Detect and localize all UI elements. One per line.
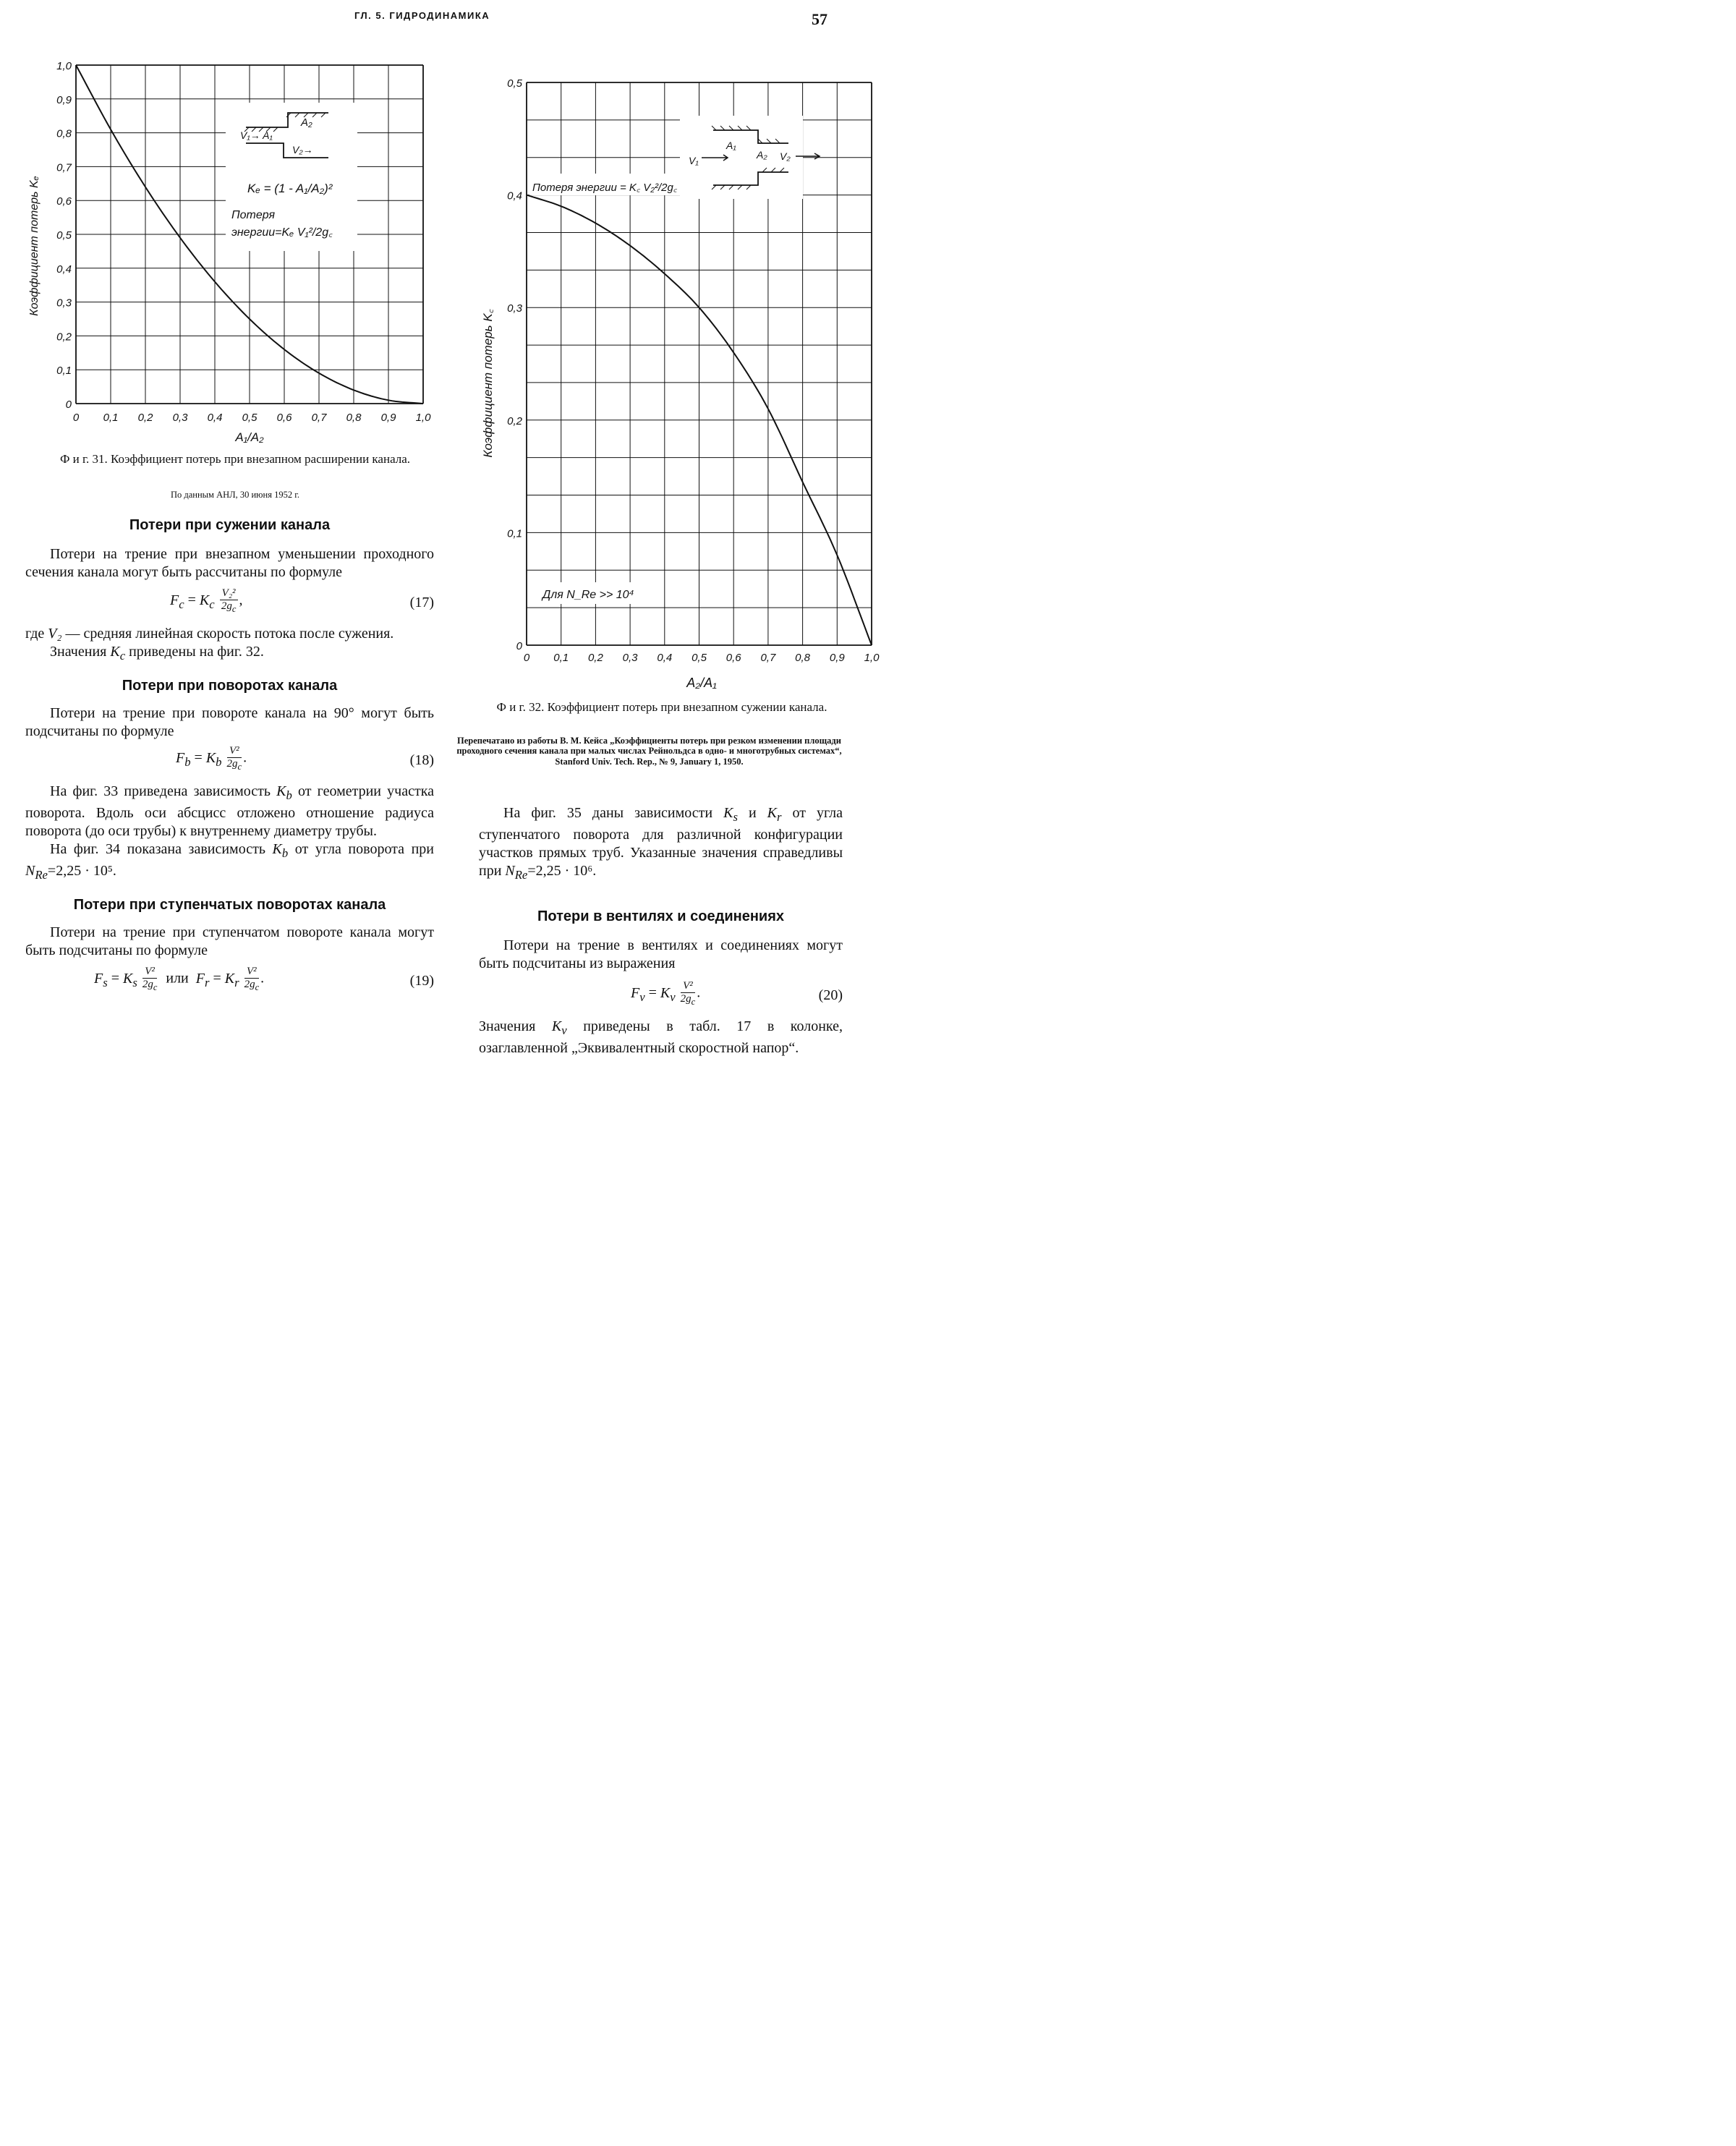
p2a: где [25, 626, 45, 642]
x-tick-label: 0,3 [172, 412, 188, 424]
heading-bends: Потери при поворотах канала [122, 678, 338, 694]
p6b: от угла поворота при [294, 841, 435, 857]
running-title: ГЛ. 5. ГИДРОДИНАМИКА [354, 10, 490, 21]
page-number: 57 [812, 10, 827, 28]
para-fig34: На фиг. 34 показана зависимость $K_b$ от угла поворота при $N_{Re}=2,25 \cdot 10^5$. [25, 841, 435, 882]
fig32-inset-a1: A₁ [726, 140, 736, 151]
y-tick-label: 0,2 [507, 414, 522, 427]
p10a: Значения [479, 1018, 536, 1034]
y-tick-label: 0,1 [507, 527, 522, 540]
fig32-caption: Ф и г. 32. Коэффициент потерь при внезапном сужении канала. [496, 700, 827, 714]
x-tick-label: 0,6 [276, 412, 292, 424]
y-tick-label: 0,5 [507, 77, 522, 90]
p8b: и [748, 805, 757, 821]
eq20-number: (20) [818, 987, 843, 1003]
x-tick-label: 0,5 [242, 412, 258, 424]
equation-20: $F_v = K_v$ $\frac{\text{V²}}{2g_c}$ . (20) [631, 980, 843, 1007]
p8a: На фиг. 35 даны зависимости [503, 805, 713, 821]
x-tick-label: 1,0 [415, 412, 431, 424]
y-tick-label: 0,3 [56, 297, 72, 310]
fig32-inset-v1: V₁ [689, 155, 699, 166]
y-tick-label: 0 [516, 640, 522, 652]
x-tick-label: 1,0 [864, 652, 880, 664]
y-tick-label: 0,6 [56, 195, 72, 208]
fig31-inset-v1a1: V₁→ A₁ [240, 129, 273, 141]
y-tick-label: 0 [65, 399, 72, 411]
x-tick-label: 0 [72, 412, 80, 424]
x-tick-label: 0,4 [207, 412, 223, 424]
p2b: — средняя линейная скорость потока после сужения. [65, 626, 394, 642]
y-tick-label: 0,8 [56, 127, 72, 140]
x-tick-label: 0,7 [760, 652, 776, 664]
para-contraction: Потери на трение при внезапном уменьшении проходного сечения канала могут быть рассчитаны по формуле [25, 546, 434, 580]
heading-step: Потери при ступенчатых поворотах канала [73, 897, 386, 913]
fig31-source: По данным АНЛ, 30 июня 1952 г. [170, 490, 300, 500]
x-tick-label: 0,5 [692, 652, 707, 664]
fig32-source: Перепечатано из работы В. М. Кейса „Коэффициенты потерь при резком изменении площади проходного сечения канала при малых числах Рейнольдса в одно- и многотрубных системах“, Stanford Univ. Tech. Rep., № 9, January 1, 1950. [456, 736, 842, 767]
y-tick-label: 0,2 [56, 331, 72, 344]
eq19-or: или [166, 970, 189, 987]
fig32-inset-a2: A₂ [757, 149, 767, 161]
fig31-inset-formula: Kₑ = (1 - A₁/A₂)² [247, 182, 333, 195]
equation-19: $F_s = K_s$ $\frac{\text{V²}}{2g_c}$ или $F_r = K_r$ $\frac{\text{V²}}{2g_c}$ . (19) [94, 966, 434, 992]
p10b: приведены в табл. 17 в колонке, озаглавленной „Эквивалентный скоростной напор“. [479, 1018, 843, 1056]
x-tick-label: 0,1 [553, 652, 569, 664]
eq19-number: (19) [409, 973, 434, 989]
para-kv: Значения $K_v$ приведены в табл. 17 в колонке, озаглавленной „Эквивалентный скоростной напор“. [479, 1018, 843, 1056]
y-tick-label: 0,3 [507, 302, 522, 315]
x-tick-label: 0,2 [137, 412, 153, 424]
x-tick-label: 0,8 [346, 412, 362, 424]
equation-18: $F_b = K_b$ $\frac{\text{V²}}{2g_c}$ . (18) [176, 745, 434, 772]
x-tick-label: 0,3 [622, 652, 638, 664]
p6a: На фиг. 34 показана зависимость [50, 841, 265, 857]
p5b: от геометрии участка поворота. Вдоль оси абсцисс отложено отношение радиуса поворота (до оси трубы) к внутреннему диаметру трубы. [25, 783, 434, 839]
x-tick-label: 0,1 [103, 412, 119, 424]
fig31-ylabel: Коэффициент потерь Kₑ [28, 176, 41, 316]
fig32-inset-v2: V₂ [780, 150, 791, 162]
fig31-inset-a2: A₂ [301, 116, 312, 129]
fig32-inset-loss: Потеря энергии = K꜀ V₂²/2g꜀ [532, 182, 678, 194]
fig32-ylabel: Коэффициент потерь K꜀ [481, 309, 495, 458]
p8d: =2,25 · 10⁶. [527, 863, 597, 879]
figure-31 [22, 51, 431, 444]
para-fig33: На фиг. 33 приведена зависимость $K_b$ от геометрии участка поворота. Вдоль оси абсцисс отложено отношение радиуса поворота (до оси трубы) к внутреннему диаметру трубы. [25, 783, 434, 839]
x-tick-label: 0,6 [726, 652, 741, 664]
x-tick-label: 0,9 [829, 652, 845, 664]
heading-valves: Потери в вентилях и соединениях [537, 908, 784, 924]
p8c: от угла ступенчатого поворота для различной конфигурации участков прямых труб. Указанные значения справедливы при [479, 805, 843, 879]
x-tick-label: 0 [523, 652, 530, 664]
heading-contraction: Потери при сужении канала [129, 517, 331, 533]
y-tick-label: 0,4 [56, 263, 72, 276]
p3b: приведены на фиг. 32. [129, 644, 264, 660]
x-tick-label: 0,2 [587, 652, 603, 664]
y-tick-label: 0,7 [56, 161, 72, 174]
para-valves: Потери на трение в вентилях и соединениях могут быть подсчитаны из выражения [479, 937, 843, 971]
fig32-inset [529, 116, 820, 604]
para-v2: где V₂ — средняя линейная скорость потока после сужения. [25, 626, 394, 642]
fig31-inset-loss1: Потеря [231, 209, 275, 221]
y-tick-label: 0,5 [56, 229, 72, 242]
fig31-inset-v2: V₂→ [292, 144, 313, 156]
fig31-inset [226, 103, 357, 251]
x-tick-label: 0,9 [380, 412, 396, 424]
right-column [479, 804, 843, 1057]
eq18-number: (18) [409, 752, 434, 768]
para-kc-values: Значения $K_c$ приведены на фиг. 32. [50, 644, 264, 663]
y-tick-label: 1,0 [56, 60, 72, 72]
fig31-xlabel: A₁/A₂ [235, 430, 264, 444]
p6c: =2,25 · 10⁵. [47, 863, 116, 879]
y-tick-label: 0,9 [56, 93, 72, 106]
para-step: Потери на трение при ступенчатом повороте канала могут быть подсчитаны по формуле [25, 924, 434, 958]
y-tick-label: 0,1 [56, 365, 72, 378]
left-column [25, 517, 434, 1003]
equation-17: $F_c = K_c$ $\frac{\text{V₂²}}{2g_c}$ , (17) [170, 587, 434, 614]
x-tick-label: 0,8 [795, 652, 811, 664]
p3a: Значения [50, 644, 107, 660]
y-tick-label: 0,4 [507, 190, 522, 203]
para-bends: Потери на трение при повороте канала на 90° могут быть подсчитаны по формуле [25, 705, 434, 739]
fig32-xlabel: A₂/A₁ [686, 676, 717, 690]
fig31-inset-loss2: энергии=Kₑ V₁²/2g꜀ [231, 226, 333, 239]
eq17-number: (17) [409, 595, 434, 610]
fig32-inset-note: Для N_Re >> 10⁴ [542, 589, 634, 601]
p5a: На фиг. 33 приведена зависимость [50, 783, 271, 799]
para-fig35: На фиг. 35 даны зависимости $K_s$ и $K_r$ от угла ступенчатого поворота для различной конфигурации участков прямых труб. Указанные значения справедливы при $N_{Re}=2,25 \cdot 10^6$. [479, 805, 843, 882]
fig31-caption: Ф и г. 31. Коэффициент потерь при внезапном расширении канала. [59, 452, 411, 466]
figure-32 [463, 72, 880, 694]
x-tick-label: 0,4 [657, 652, 673, 664]
x-tick-label: 0,7 [311, 412, 327, 424]
